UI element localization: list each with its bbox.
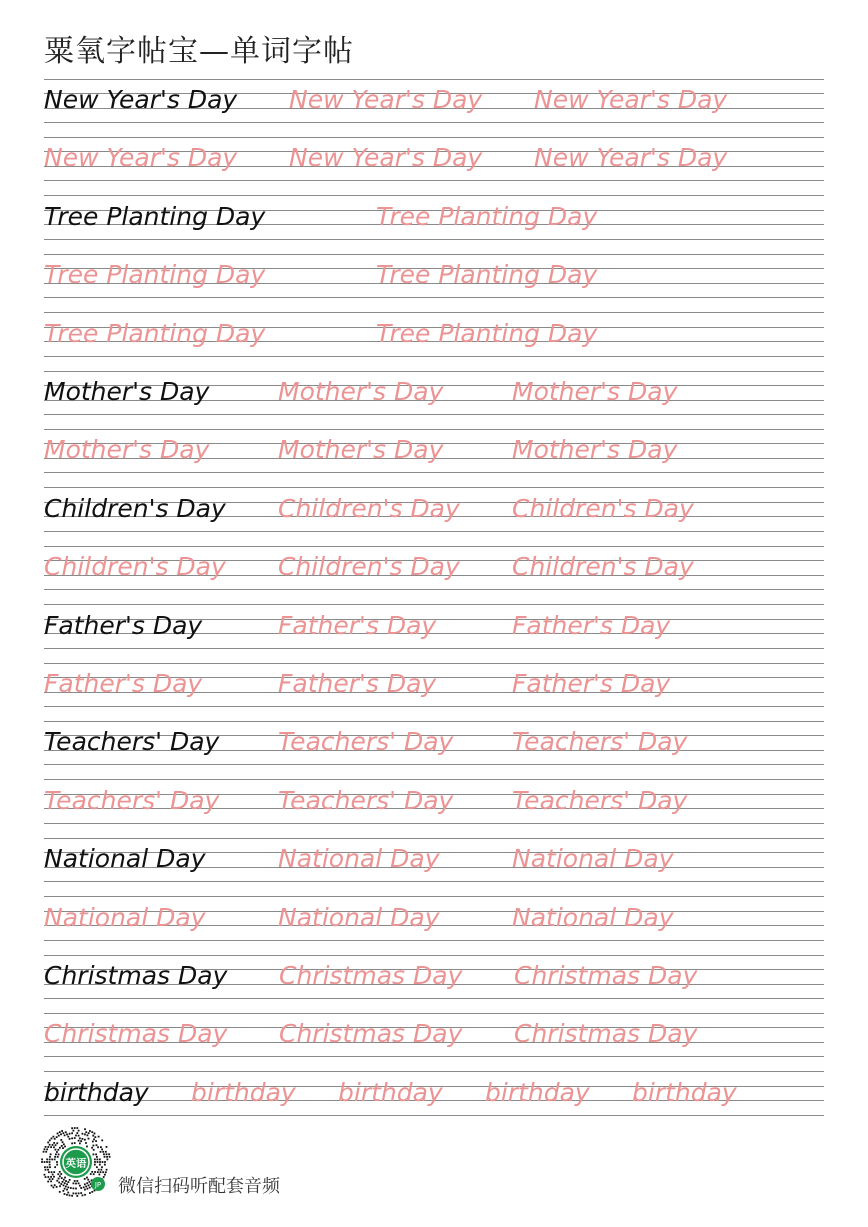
model-word: Teachers' Day <box>44 727 220 757</box>
trace-word: National Day <box>278 902 440 932</box>
trace-word: Tree Planting Day <box>44 260 266 290</box>
guide-line <box>44 706 824 707</box>
trace-word: Teachers' Day <box>278 785 454 815</box>
trace-word: New Year's Day <box>289 143 483 173</box>
guide-line <box>44 663 824 664</box>
guide-line <box>44 429 824 430</box>
trace-word: birthday <box>632 1077 737 1107</box>
trace-word: Father's Day <box>278 669 437 698</box>
guide-line <box>44 122 824 123</box>
guide-line <box>44 137 824 138</box>
guide-line <box>44 531 824 532</box>
guide-line <box>44 546 824 547</box>
badge-sub-label: JP <box>94 1181 102 1189</box>
model-word: Christmas Day <box>44 961 228 990</box>
model-word: birthday <box>44 1077 149 1107</box>
guide-line <box>44 180 824 181</box>
guide-line <box>44 881 824 882</box>
trace-word: birthday <box>485 1077 590 1107</box>
guide-line <box>44 254 824 255</box>
trace-word: New Year's Day <box>534 143 728 173</box>
trace-word: Children's Day <box>512 493 694 523</box>
trace-word: National Day <box>44 902 206 932</box>
trace-word: National Day <box>512 902 674 932</box>
guide-line <box>44 371 824 372</box>
trace-word: Tree Planting Day <box>376 201 598 231</box>
trace-word: Father's Day <box>278 610 437 640</box>
guide-line <box>44 779 824 780</box>
trace-word: Father's Day <box>512 610 671 640</box>
trace-word: Father's Day <box>512 669 671 698</box>
guide-line <box>44 1071 824 1072</box>
guide-line <box>44 356 824 357</box>
trace-word: Teachers' Day <box>44 785 220 815</box>
model-word: National Day <box>44 844 206 874</box>
guide-line <box>44 604 824 605</box>
guide-line <box>44 487 824 488</box>
guide-line <box>44 955 824 956</box>
trace-word: National Day <box>278 844 440 874</box>
guide-line <box>44 239 824 240</box>
trace-word: Christmas Day <box>279 1019 463 1049</box>
trace-word: Children's Day <box>278 552 460 582</box>
trace-word: National Day <box>512 844 674 874</box>
guide-line <box>44 472 824 473</box>
page-title: 粟氧字帖宝—单词字帖 <box>44 34 354 69</box>
trace-word: Christmas Day <box>514 1019 698 1049</box>
model-word: Mother's Day <box>44 377 210 406</box>
guide-line <box>44 195 824 196</box>
guide-line <box>44 764 824 765</box>
trace-word: Teachers' Day <box>278 727 454 757</box>
trace-word: Tree Planting Day <box>376 318 598 348</box>
trace-word: Children's Day <box>278 493 460 523</box>
trace-word: Mother's Day <box>278 435 444 465</box>
trace-word: Teachers' Day <box>512 785 688 815</box>
trace-word: Children's Day <box>512 552 694 582</box>
guide-line <box>44 838 824 839</box>
guide-line <box>44 896 824 897</box>
guide-line <box>44 823 824 824</box>
guide-line <box>44 297 824 298</box>
trace-word: birthday <box>338 1077 443 1107</box>
guide-line <box>44 79 824 80</box>
guide-line <box>44 1056 824 1057</box>
trace-word: New Year's Day <box>534 85 728 114</box>
guide-line <box>44 998 824 999</box>
badge-label: 英语 <box>65 1157 87 1170</box>
model-word: Father's Day <box>44 610 203 640</box>
trace-word: Christmas Day <box>279 961 463 990</box>
trace-word: Children's Day <box>44 552 226 582</box>
model-word: New Year's Day <box>44 85 238 114</box>
guide-line <box>44 589 824 590</box>
trace-word: Tree Planting Day <box>44 318 266 348</box>
trace-word: birthday <box>191 1077 296 1107</box>
qr-code-icon[interactable] <box>40 1126 112 1198</box>
trace-word: Mother's Day <box>512 377 678 406</box>
guide-line <box>44 648 824 649</box>
model-word: Tree Planting Day <box>44 201 266 231</box>
trace-word: Christmas Day <box>44 1019 228 1049</box>
guide-line <box>44 1013 824 1014</box>
model-word: Children's Day <box>44 493 226 523</box>
trace-word: Mother's Day <box>278 377 444 406</box>
footer-caption: 微信扫码听配套音频 <box>118 1176 280 1197</box>
trace-word: Father's Day <box>44 669 203 698</box>
guide-line <box>44 1115 824 1116</box>
guide-line <box>44 721 824 722</box>
trace-word: Tree Planting Day <box>376 260 598 290</box>
guide-line <box>44 940 824 941</box>
guide-line <box>44 414 824 415</box>
trace-word: New Year's Day <box>289 85 483 114</box>
trace-word: Teachers' Day <box>512 727 688 757</box>
trace-word: New Year's Day <box>44 143 238 173</box>
guide-line <box>44 312 824 313</box>
trace-word: Christmas Day <box>514 961 698 990</box>
trace-word: Mother's Day <box>44 435 210 465</box>
trace-word: Mother's Day <box>512 435 678 465</box>
